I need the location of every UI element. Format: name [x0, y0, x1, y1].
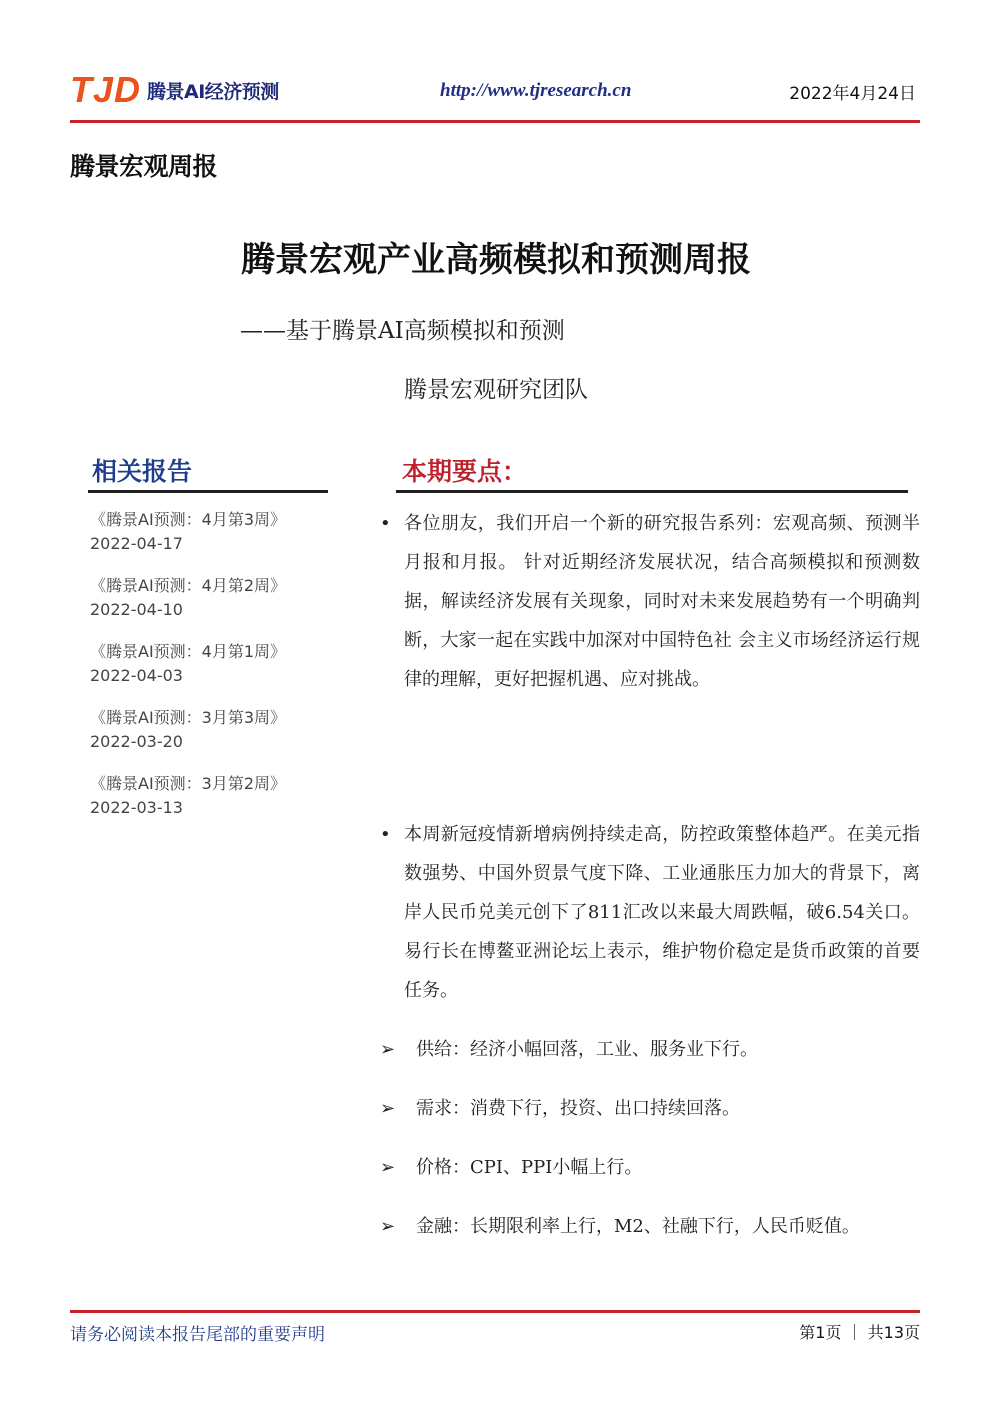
author-team: 腾景宏观研究团队 [404, 377, 588, 403]
sub-point-text: 供给：经济小幅回落，工业、服务业下行。 [416, 1039, 758, 1060]
sub-point-text: 金融：长期限利率上行，M2、社融下行，人民币贬值。 [416, 1216, 860, 1237]
related-report-date: 2022-03-13 [90, 798, 183, 817]
page-indicator: 第1页 ｜ 共13页 [799, 1323, 920, 1342]
logo-text: 腾景AI经济预测 [147, 80, 279, 103]
related-report-name[interactable]: 《腾景AI预测：4月第2周》 [90, 576, 287, 595]
related-report-date: 2022-04-03 [90, 666, 183, 685]
related-reports-heading: 相关报告 [92, 457, 193, 486]
key-points-divider [396, 490, 908, 493]
key-point-text: 各位朋友，我们开启一个新的研究报告系列：宏观高频、预测半月报和月报。 针对近期经济发展状况，结合高频模拟和预测数据，解读经济发展有关现象，同时对未来发展趋势有一个明确判断，大家一起在实践中加深对中国特色社 会主义市场经济运行规律的理解，更好把握机遇、应对挑战。 [404, 513, 920, 690]
related-reports-list [90, 508, 340, 838]
sub-point-text: 需求：消费下行，投资、出口持续回落。 [416, 1098, 740, 1119]
disclaimer-notice: 请务必阅读本报告尾部的重要声明 [70, 1325, 325, 1345]
related-report-name[interactable]: 《腾景AI预测：3月第3周》 [90, 708, 287, 727]
related-divider [88, 490, 328, 493]
sub-point-text: 价格：CPI、PPI小幅上行。 [416, 1157, 643, 1178]
related-report-date: 2022-03-20 [90, 732, 183, 751]
series-title: 腾景宏观周报 [70, 152, 218, 181]
logo-mark: TJD [70, 69, 142, 110]
header-divider [70, 120, 920, 123]
arrow-bullet-icon: ➢ [380, 1157, 396, 1178]
arrow-bullet-icon: ➢ [380, 1098, 396, 1119]
key-point-bullet [380, 815, 920, 1010]
related-report-item[interactable] [90, 772, 340, 820]
sub-point [380, 1148, 920, 1187]
bullet-icon: • [380, 513, 391, 534]
related-report-item[interactable] [90, 640, 340, 688]
related-report-date: 2022-04-17 [90, 534, 183, 553]
brand-logo [70, 69, 279, 110]
website-link[interactable]: http://www.tjresearch.cn [440, 80, 632, 101]
arrow-bullet-icon: ➢ [380, 1216, 396, 1237]
footer-divider [70, 1310, 920, 1313]
related-report-name[interactable]: 《腾景AI预测：3月第2周》 [90, 774, 287, 793]
key-points-heading: 本期要点： [402, 457, 528, 486]
related-report-name[interactable]: 《腾景AI预测：4月第1周》 [90, 642, 287, 661]
sub-point [380, 1030, 920, 1069]
bullet-icon: • [380, 824, 391, 845]
related-report-item[interactable] [90, 706, 340, 754]
key-point-text: 本周新冠疫情新增病例持续走高，防控政策整体趋严。在美元指数强势、中国外贸景气度下降、工业通胀压力加大的背景下，离岸人民币兑美元创下了811汇改以来最大周跌幅，破6.54关口。易行长在博鳌亚洲论坛上表示，维护物价稳定是货币政策的首要任务。 [404, 824, 920, 1001]
report-title: 腾景宏观产业高频模拟和预测周报 [241, 240, 751, 280]
key-point-bullet [380, 504, 920, 699]
sub-point [380, 1089, 920, 1128]
report-date: 2022年4月24日 [789, 84, 916, 104]
related-report-item[interactable] [90, 574, 340, 622]
report-subtitle: ——基于腾景AI高频模拟和预测 [240, 318, 565, 344]
related-report-item[interactable] [90, 508, 340, 556]
sub-point [380, 1207, 920, 1246]
related-report-date: 2022-04-10 [90, 600, 183, 619]
arrow-bullet-icon: ➢ [380, 1039, 396, 1060]
related-report-name[interactable]: 《腾景AI预测：4月第3周》 [90, 510, 287, 529]
